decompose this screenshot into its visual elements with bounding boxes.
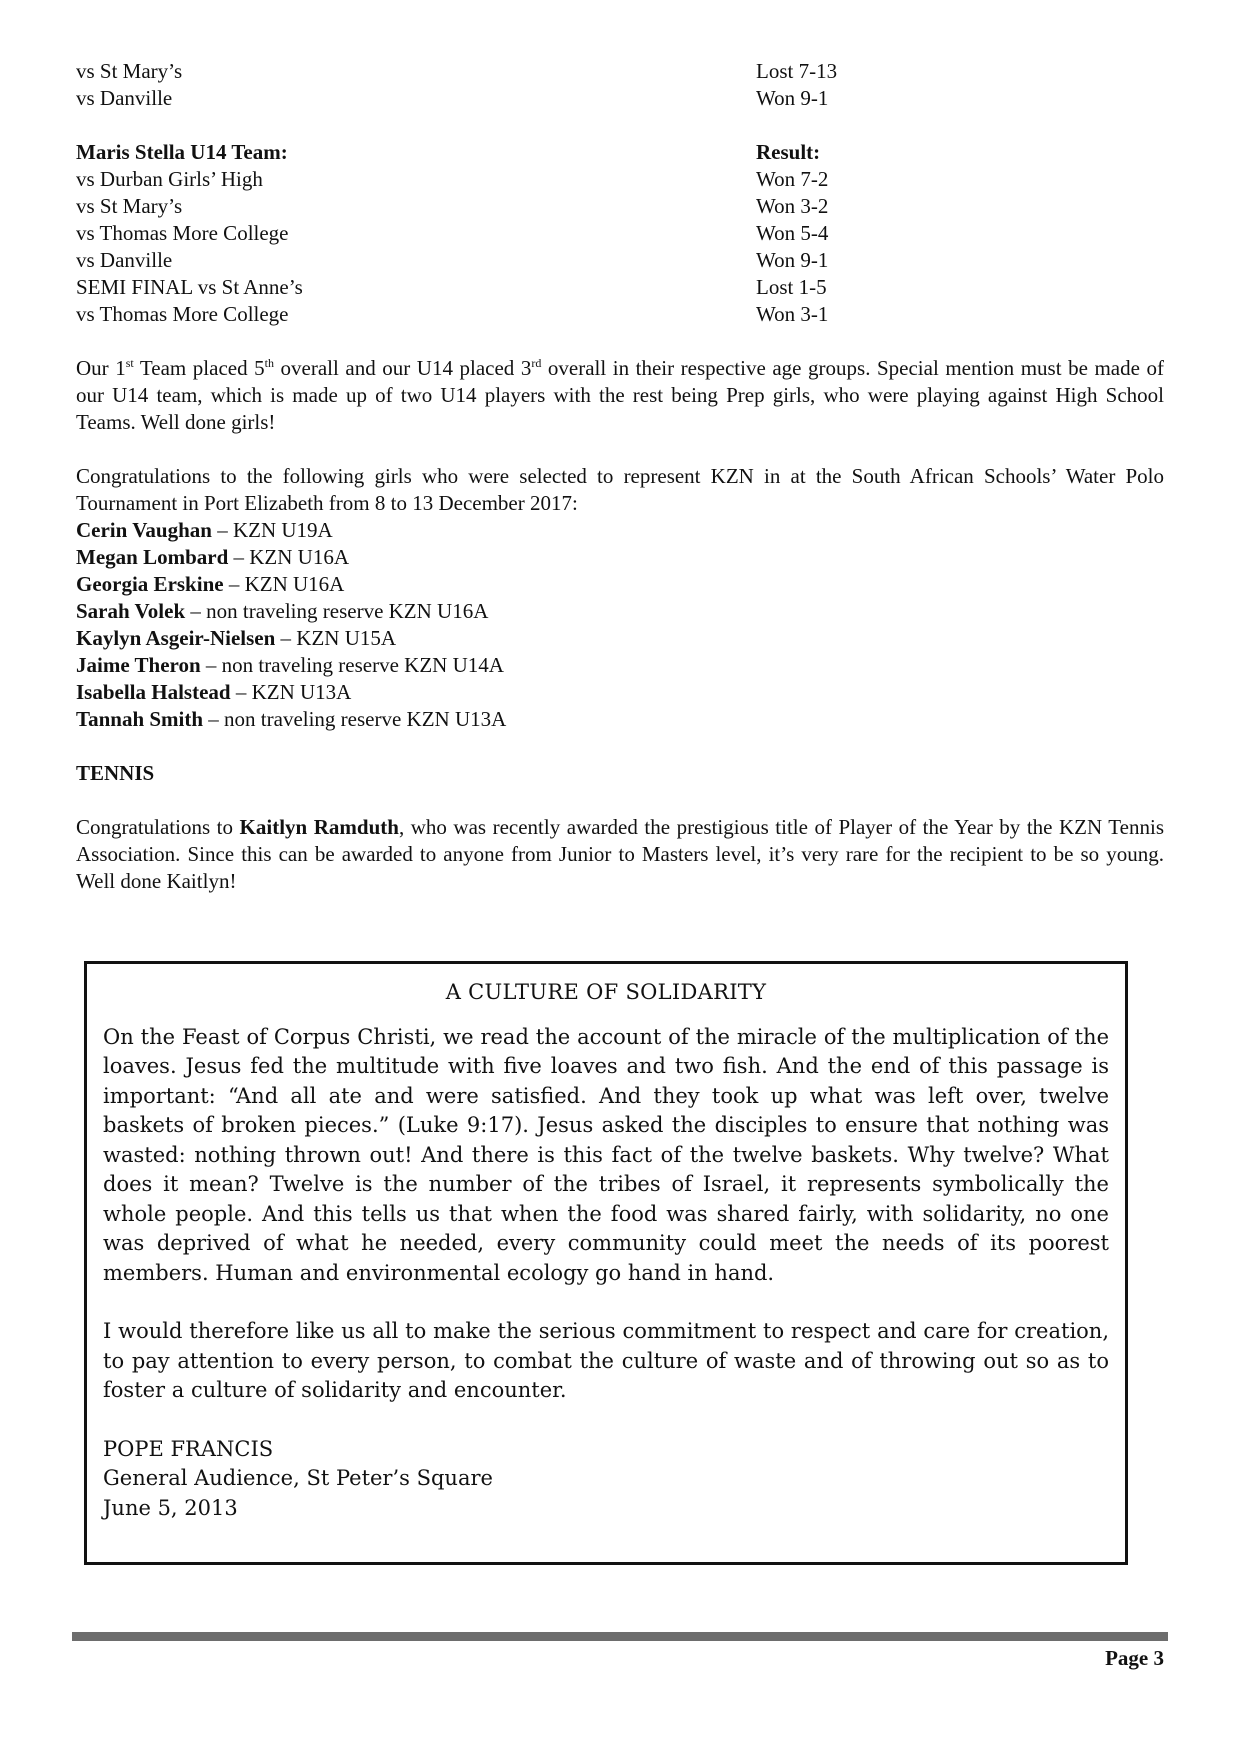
u14-heading-row [76, 139, 1164, 166]
signature-name: POPE FRANCIS [103, 1436, 274, 1461]
kzn-intro: Congratulations to the following girls who were selected to represent KZN in at the South African Schools’ Water Polo Tournament in Port Elizabeth from 8 to 13 December 2017: [76, 464, 1164, 515]
box-title: A CULTURE OF SOLIDARITY [445, 980, 767, 1004]
signature-event: General Audience, St Peter’s Square [103, 1466, 493, 1490]
player-team: – KZN U19A [211, 518, 333, 542]
opponent: vs Danville [76, 248, 173, 272]
result-row [76, 301, 1164, 328]
result-row [76, 247, 1164, 274]
result: Won 7-2 [756, 167, 829, 191]
result: Lost 1-5 [756, 275, 827, 299]
kzn-player [76, 544, 1164, 571]
result: Won 9-1 [756, 86, 829, 110]
player-name: Megan Lombard [76, 545, 229, 569]
opponent: SEMI FINAL vs St Anne’s [76, 275, 303, 299]
player-name: Cerin Vaughan [76, 518, 212, 542]
signature-date: June 5, 2013 [103, 1495, 238, 1520]
result-row [76, 166, 1164, 193]
kzn-player [76, 652, 1164, 679]
opponent: vs Danville [76, 86, 173, 110]
player-name: Tannah Smith [76, 707, 204, 731]
opponent: vs Durban Girls’ High [76, 167, 263, 191]
page-number: Page 3 [1105, 1646, 1164, 1670]
player-team: – non traveling reserve KZN U14A [200, 653, 504, 677]
player-name: Jaime Theron [76, 653, 201, 677]
player-name: Georgia Erskine [76, 572, 224, 596]
tennis-player-name: Kaitlyn Ramduth [239, 815, 399, 839]
player-name: Sarah Volek [76, 599, 186, 623]
footer-bar [72, 1632, 1168, 1641]
player-team: – KZN U15A [275, 626, 397, 650]
result: Won 3-1 [756, 302, 829, 326]
player-team: – KZN U13A [230, 680, 352, 704]
result-row [76, 85, 1164, 112]
page-content [76, 58, 1164, 895]
result-row [76, 58, 1164, 85]
opponent: vs Thomas More College [76, 302, 289, 326]
kzn-player [76, 625, 1164, 652]
tennis-heading: TENNIS [76, 761, 155, 785]
result-row [76, 193, 1164, 220]
opponent: vs St Mary’s [76, 194, 183, 218]
player-team: – non traveling reserve KZN U16A [185, 599, 489, 623]
result: Lost 7-13 [756, 59, 838, 83]
player-team: – non traveling reserve KZN U13A [203, 707, 507, 731]
kzn-player [76, 679, 1164, 706]
result-row [76, 274, 1164, 301]
result-row [76, 220, 1164, 247]
kzn-player [76, 517, 1164, 544]
u14-heading: Maris Stella U14 Team: [76, 140, 288, 164]
result: Won 3-2 [756, 194, 829, 218]
result-heading: Result: [756, 140, 821, 164]
summary-paragraph: Our 1st Team placed 5th overall and our U14 placed 3rd overall in their respective age groups. Special mention must be made of our U14 team, which is made up of two U14 players with the rest being Prep girls, who were playing against High School Teams. Well done girls! [76, 356, 1164, 434]
player-team: – KZN U16A [223, 572, 345, 596]
kzn-player [76, 706, 1164, 733]
kzn-player [76, 571, 1164, 598]
opponent: vs St Mary’s [76, 59, 183, 83]
kzn-player [76, 598, 1164, 625]
result: Won 5-4 [756, 221, 829, 245]
opponent: vs Thomas More College [76, 221, 289, 245]
box-paragraph-1: On the Feast of Corpus Christi, we read the account of the miracle of the multiplication of the loaves. Jesus fed the multitude with five loaves and two fish. And the end of this passage is important: “And all ate and were satisfied. And they took up what was left over, twelve baskets of broken pieces.” (Luke 9:17). Jesus asked the disciples to ensure that nothing was wasted: nothing thrown out! And there is this fact of the twelve baskets. Why twelve? What does it mean? Twelve is the number of the tribes of Israel, it represents symbolically the whole people. And this tells us that when the food was shared fairly, with solidarity, no one was deprived of what he needed, every community could meet the needs of its poorest members. Human and environmental ecology go hand in hand. [103, 1024, 1109, 1285]
player-team: – KZN U16A [228, 545, 349, 569]
solidarity-box [84, 961, 1128, 1565]
tennis-paragraph: Congratulations to Kaitlyn Ramduth, who was recently awarded the prestigious title of Player of the Year by the KZN Tennis Association. Since this can be awarded to anyone from Junior to Masters level, it’s very rare for the recipient to be so young. Well done Kaitlyn! [76, 815, 1164, 893]
player-name: Kaylyn Asgeir-Nielsen [76, 626, 276, 650]
result: Won 9-1 [756, 248, 829, 272]
player-name: Isabella Halstead [76, 680, 231, 704]
box-paragraph-2: I would therefore like us all to make the serious commitment to respect and care for creation, to pay attention to every person, to combat the culture of waste and of throwing out so as to foster a culture of solidarity and encounter. [103, 1319, 1109, 1402]
